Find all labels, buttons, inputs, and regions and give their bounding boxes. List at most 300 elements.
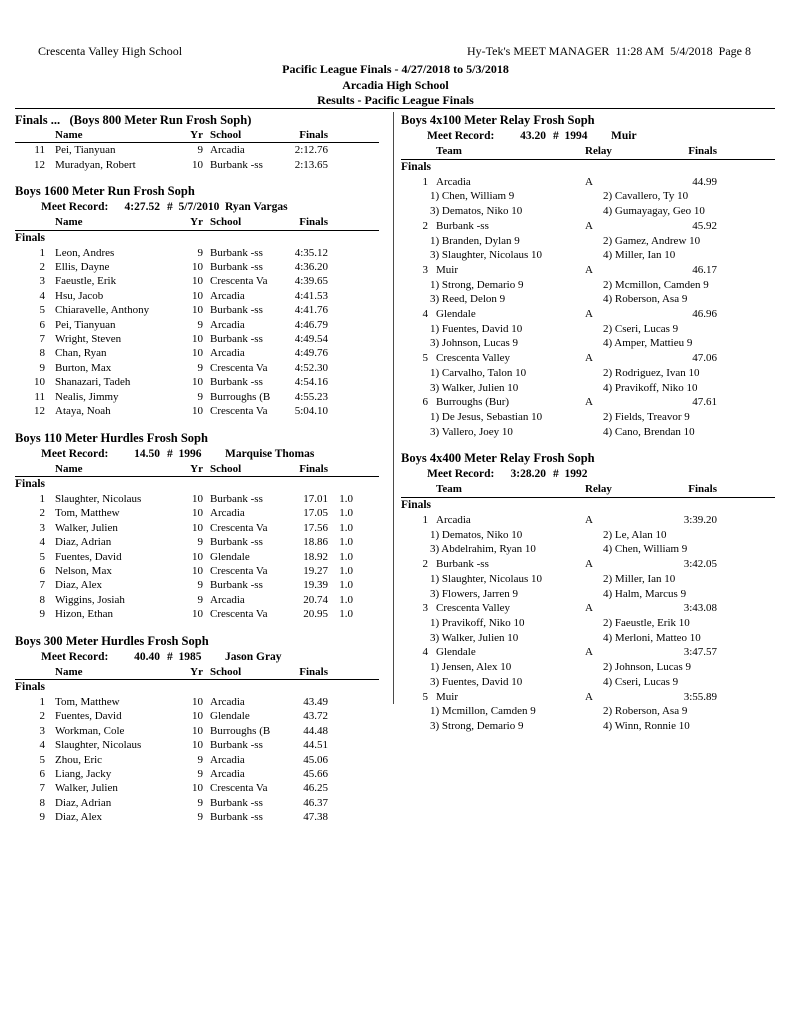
school: Arcadia: [210, 507, 245, 520]
header-name: Name: [55, 129, 83, 141]
meet-record-line: [401, 128, 775, 144]
athlete-name: Ataya, Noah: [55, 405, 111, 418]
wind: 1.0: [339, 593, 353, 606]
school: Arcadia: [210, 318, 245, 331]
result-row: [15, 332, 379, 346]
place: 10: [34, 376, 45, 389]
year: 9: [197, 796, 203, 809]
school: Arcadia: [210, 695, 245, 708]
leg-2: 2) Mcmillon, Camden 9: [603, 278, 709, 291]
year: 10: [192, 710, 203, 723]
athlete-name: Walker, Julien: [55, 782, 118, 795]
athlete-name: Tom, Matthew: [55, 507, 120, 520]
event-section: [401, 112, 775, 439]
meet-record-date: # 1996: [167, 447, 202, 460]
results-heading: Results - Pacific League Finals: [317, 93, 474, 107]
result-row: [15, 796, 379, 810]
place: 3: [39, 521, 45, 534]
leg-3: 3) Vallero, Joey 10: [430, 425, 513, 438]
header-team: Team: [436, 483, 462, 496]
wind: [328, 361, 353, 375]
relay-legs-row: [401, 234, 775, 249]
wind: [328, 404, 353, 418]
place: 1: [39, 246, 45, 259]
relay-team-row: [401, 645, 775, 660]
place: 12: [34, 158, 45, 171]
leg-1: 1) Branden, Dylan 9: [430, 234, 520, 247]
result-row: [15, 593, 379, 607]
athlete-name: Diaz, Adrian: [55, 536, 112, 549]
school: Arcadia: [210, 768, 245, 780]
header-name: Name: [55, 665, 83, 678]
result-row: [15, 695, 379, 709]
relay-team-row: [401, 351, 775, 366]
leg-4: 4) Merloni, Matteo 10: [603, 631, 701, 644]
finals-time: 44.99: [692, 175, 717, 188]
year: 9: [197, 246, 203, 259]
result-row: [15, 535, 379, 549]
finals-time: 20.74: [303, 593, 328, 606]
finals-time: 4:52.30: [294, 361, 328, 374]
header-spacer: [15, 128, 45, 142]
school: Burbank -ss: [210, 333, 263, 346]
header-name: Name: [55, 462, 83, 475]
result-row: [15, 158, 379, 172]
finals-time: 47.38: [303, 811, 328, 824]
relay-legs-row: [401, 336, 775, 351]
year: 9: [197, 579, 203, 592]
finals-heading: Finals: [15, 477, 46, 490]
finals-time: 43.49: [303, 695, 328, 708]
wind: 1.0: [339, 608, 353, 621]
finals-time: 18.86: [303, 536, 328, 549]
school: Arcadia: [210, 593, 245, 606]
meet-record-mark: 43.20: [520, 130, 546, 142]
place: 1: [39, 695, 45, 708]
year: 10: [192, 739, 203, 752]
finals-time: 3:47.57: [683, 646, 717, 659]
header-school: School: [210, 462, 242, 475]
school: Crescenta Va: [210, 405, 268, 418]
column-headers: [15, 215, 379, 230]
meet-record-date: # 1985: [167, 650, 202, 663]
header-school: School: [210, 129, 242, 141]
header-finals: Finals: [299, 129, 328, 141]
place: 11: [34, 390, 45, 403]
meet-record-holder: Ryan Vargas: [225, 201, 288, 214]
place: 4: [422, 308, 428, 321]
column-headers: [15, 128, 379, 143]
place: 9: [39, 608, 45, 621]
column-headers: [401, 482, 775, 498]
relay-letter: A: [585, 219, 593, 232]
column-headers: [15, 462, 379, 477]
finals-time: 3:39.20: [683, 514, 717, 527]
relay-legs-row: [401, 366, 775, 381]
relay-letter: A: [585, 646, 593, 659]
wind: 1.0: [339, 492, 353, 505]
meet-record-mark: 4:27.52: [124, 201, 160, 214]
leg-1: 1) Jensen, Alex 10: [430, 661, 512, 674]
finals-time: 44.51: [303, 739, 328, 752]
athlete-name: Slaughter, Nicolaus: [55, 739, 142, 752]
relay-legs-row: [401, 719, 775, 734]
relay-legs-row: [401, 528, 775, 543]
finals-time: 17.56: [303, 521, 328, 534]
wind: [328, 158, 353, 172]
result-row: [15, 246, 379, 260]
athlete-name: Liang, Jacky: [55, 768, 112, 780]
relay-letter: A: [585, 352, 593, 365]
athlete-name: Zhou, Eric: [55, 753, 103, 766]
year: 9: [197, 593, 203, 606]
software-stamp: Hy-Tek's MEET MANAGER 11:28 AM 5/4/2018 Page 8: [467, 44, 751, 58]
meet-title: Pacific League Finals - 4/27/2018 to 5/3/2018: [282, 62, 509, 76]
place: 8: [39, 347, 45, 360]
place: 1: [39, 492, 45, 505]
header-spacer: [15, 215, 45, 229]
leg-2: 2) Johnson, Lucas 9: [603, 661, 691, 674]
finals-time: 3:43.08: [683, 602, 717, 615]
finals-time: 45.06: [303, 753, 328, 766]
relay-letter: A: [585, 514, 593, 527]
place: 1: [422, 175, 428, 188]
wind: [328, 375, 353, 389]
wind: [328, 246, 353, 260]
relay-legs-row: [401, 189, 775, 204]
year: 10: [192, 376, 203, 389]
finals-time: 2:12.76: [294, 144, 328, 157]
header-yr: Yr: [190, 216, 203, 229]
relay-legs-row: [401, 631, 775, 646]
leg-3: 3) Flowers, Jarren 9: [430, 587, 518, 600]
header-finals: Finals: [688, 145, 717, 157]
title-block: [0, 62, 791, 109]
athlete-name: Pei, Tianyuan: [55, 144, 116, 157]
place: 2: [422, 219, 428, 232]
leg-4: 4) Cseri, Lucas 9: [603, 675, 679, 688]
year: 10: [192, 304, 203, 317]
relay-legs-row: [401, 292, 775, 307]
result-row: [15, 607, 379, 621]
year: 10: [192, 492, 203, 505]
finals-time: 46.17: [692, 263, 717, 276]
finals-time: 2:13.65: [294, 158, 328, 171]
relay-team-row: [401, 307, 775, 322]
school: Crescenta Va: [210, 361, 268, 374]
finals-heading: Finals: [401, 160, 432, 173]
relay-legs-row: [401, 675, 775, 690]
meet-record-line: [15, 199, 379, 215]
result-row: [15, 521, 379, 535]
athlete-name: Walker, Julien: [55, 521, 118, 534]
leg-2: 2) Cavallero, Ty 10: [603, 190, 689, 203]
leg-1: 1) Carvalho, Talon 10: [430, 366, 527, 379]
athlete-name: Pei, Tianyuan: [55, 318, 116, 331]
school: Crescenta Va: [210, 275, 268, 288]
event-title: Boys 1600 Meter Run Frosh Soph: [15, 184, 195, 199]
finals-heading: Finals: [15, 231, 46, 244]
leg-1: 1) De Jesus, Sebastian 10: [430, 410, 543, 423]
place: 3: [39, 275, 45, 288]
year: 10: [192, 158, 203, 171]
school: Burbank -ss: [210, 376, 263, 389]
place: 6: [39, 318, 45, 331]
finals-time: 47.61: [692, 396, 717, 409]
relay-team-row: [401, 690, 775, 705]
relay-team-row: [401, 219, 775, 234]
year: 10: [192, 724, 203, 737]
relay-legs-row: [401, 278, 775, 293]
leg-3: 3) Fuentes, David 10: [430, 675, 523, 688]
athlete-name: Leon, Andres: [55, 246, 115, 259]
wind: 1.0: [339, 507, 353, 520]
leg-1: 1) Fuentes, David 10: [430, 322, 523, 335]
leg-4: 4) Miller, Ian 10: [603, 249, 676, 262]
event-title: Boys 4x100 Meter Relay Frosh Soph: [401, 113, 595, 127]
place: 6: [39, 564, 45, 577]
event-section: [15, 430, 379, 622]
result-row: [15, 724, 379, 738]
result-row: [15, 738, 379, 752]
result-row: [15, 274, 379, 288]
school: Burbank -ss: [210, 261, 263, 274]
relay-team-row: [401, 513, 775, 528]
wind: 1.0: [339, 579, 353, 592]
wind: [328, 303, 353, 317]
athlete-name: Shanazari, Tadeh: [55, 376, 131, 389]
school: Glendale: [210, 710, 250, 723]
school: Crescenta Va: [210, 521, 268, 534]
relay-team-row: [401, 263, 775, 278]
result-row: [15, 375, 379, 389]
finals-time: 46.96: [692, 308, 717, 321]
school: Burbank -ss: [210, 304, 263, 317]
relay-legs-row: [401, 660, 775, 675]
year: 9: [197, 768, 203, 780]
event-title: Boys 300 Meter Hurdles Frosh Soph: [15, 633, 209, 648]
leg-3: 3) Reed, Delon 9: [430, 293, 506, 306]
year: 10: [192, 333, 203, 346]
meet-record-line: [15, 446, 379, 462]
wind: [328, 289, 353, 303]
finals-time: 4:49.54: [294, 333, 328, 346]
result-row: [15, 810, 379, 824]
relay-letter: A: [585, 308, 593, 321]
year: 9: [197, 361, 203, 374]
header-wind: [328, 128, 353, 142]
header-team: Team: [436, 145, 462, 157]
place: 1: [422, 514, 428, 527]
wind: [328, 796, 353, 810]
year: 9: [197, 753, 203, 766]
team-name: Crescenta Valley: [436, 352, 511, 365]
leg-1: 1) Slaughter, Nicolaus 10: [430, 572, 542, 585]
year: 10: [192, 347, 203, 360]
event-section: [15, 183, 379, 418]
athlete-name: Tom, Matthew: [55, 695, 120, 708]
finals-time: 4:41.76: [294, 304, 328, 317]
meet-record-mark: 14.50: [134, 447, 160, 460]
result-row: [15, 753, 379, 767]
host-facility: Crescenta Valley High School: [38, 44, 183, 58]
page-header: [38, 44, 751, 58]
year: 9: [197, 144, 203, 157]
place: 7: [39, 333, 45, 346]
place: 4: [39, 289, 45, 302]
header-school: School: [210, 665, 242, 678]
header-name: Name: [55, 216, 83, 229]
athlete-name: Diaz, Adrian: [55, 796, 112, 809]
athlete-name: Fuentes, David: [55, 710, 122, 723]
team-name: Muir: [436, 690, 458, 703]
team-name: Glendale: [436, 646, 476, 659]
place: 3: [39, 724, 45, 737]
place: 3: [422, 602, 428, 615]
wind: [328, 318, 353, 332]
school: Crescenta Va: [210, 564, 268, 577]
finals-time: 19.27: [303, 564, 328, 577]
finals-time: 4:46.79: [294, 318, 328, 331]
school: Burbank -ss: [210, 579, 263, 592]
header-rule: [15, 108, 775, 109]
meet-record-label: Meet Record:: [41, 201, 109, 214]
team-name: Muir: [436, 263, 458, 276]
leg-1: 1) Pravikoff, Niko 10: [430, 616, 525, 629]
leg-2: 2) Gamez, Andrew 10: [603, 234, 701, 247]
header-relay: Relay: [585, 483, 612, 496]
year: 10: [192, 782, 203, 795]
finals-time: 47.06: [692, 352, 717, 365]
school: Burroughs (B: [210, 390, 271, 403]
meet-record-mark: 40.40: [134, 650, 160, 663]
leg-3: 3) Dematos, Niko 10: [430, 205, 523, 218]
result-row: [15, 578, 379, 592]
school: Burbank -ss: [210, 492, 263, 505]
relay-legs-row: [401, 425, 775, 440]
school: Burbank -ss: [210, 158, 263, 171]
wind: 1.0: [339, 550, 353, 563]
result-row: [15, 767, 379, 781]
relay-letter: A: [585, 558, 593, 571]
wind: [328, 143, 353, 157]
leg-2: 2) Miller, Ian 10: [603, 572, 676, 585]
team-name: Glendale: [436, 308, 476, 321]
event-title: Boys 110 Meter Hurdles Frosh Soph: [15, 430, 208, 445]
relay-letter: A: [585, 263, 593, 276]
place: 6: [39, 768, 45, 780]
result-row: [15, 390, 379, 404]
wind: [328, 390, 353, 404]
column-divider: [393, 112, 394, 704]
leg-1: 1) Dematos, Niko 10: [430, 528, 523, 541]
meet-record-holder: Jason Gray: [225, 650, 282, 663]
header-wind: [328, 462, 353, 476]
result-row: [15, 506, 379, 520]
finals-time: 20.95: [303, 608, 328, 621]
year: 10: [192, 275, 203, 288]
school: Arcadia: [210, 347, 245, 360]
header-spacer: [401, 144, 428, 159]
school: Glendale: [210, 550, 250, 563]
year: 9: [197, 390, 203, 403]
header-relay: Relay: [585, 145, 612, 157]
header-spacer: [15, 665, 45, 679]
year: 10: [192, 289, 203, 302]
place: 7: [39, 579, 45, 592]
finals-time: 45.66: [303, 768, 328, 780]
athlete-name: Chan, Ryan: [55, 347, 107, 360]
place: 9: [39, 811, 45, 824]
year: 10: [192, 261, 203, 274]
year: 10: [192, 405, 203, 418]
wind: [328, 709, 353, 723]
left-column: [15, 112, 379, 825]
finals-time: 4:49.76: [294, 347, 328, 360]
leg-4: 4) Chen, William 9: [603, 543, 688, 556]
finals-time: 19.39: [303, 579, 328, 592]
finals-time: 4:41.53: [294, 289, 328, 302]
finals-time: 45.92: [692, 219, 717, 232]
relay-team-row: [401, 557, 775, 572]
relay-legs-row: [401, 587, 775, 602]
relay-legs-row: [401, 322, 775, 337]
leg-3: 3) Johnson, Lucas 9: [430, 337, 518, 350]
athlete-name: Nealis, Jimmy: [55, 390, 119, 403]
meet-record-date: # 5/7/2010: [167, 201, 220, 214]
header-wind: [328, 665, 353, 679]
finals-heading: Finals: [401, 499, 432, 512]
finals-time: 46.37: [303, 796, 328, 809]
leg-4: 4) Roberson, Asa 9: [603, 293, 688, 306]
result-row: [15, 550, 379, 564]
finals-time: 3:55.89: [683, 690, 717, 703]
header-spacer: [401, 482, 428, 497]
result-row: [15, 346, 379, 360]
results-columns: [15, 112, 775, 825]
place: 4: [39, 536, 45, 549]
leg-2: 2) Rodriguez, Ivan 10: [603, 366, 700, 379]
leg-4: 4) Amper, Mattieu 9: [603, 337, 693, 350]
place: 5: [422, 352, 428, 365]
event-title: Finals ... (Boys 800 Meter Run Frosh Soph): [15, 113, 252, 127]
leg-3: 3) Walker, Julien 10: [430, 631, 519, 644]
relay-legs-row: [401, 704, 775, 719]
relay-legs-row: [401, 542, 775, 557]
finals-heading: Finals: [15, 680, 46, 693]
year: 9: [197, 318, 203, 331]
place: 5: [422, 690, 428, 703]
year: 10: [192, 695, 203, 708]
athlete-name: Fuentes, David: [55, 550, 122, 563]
relay-team-row: [401, 395, 775, 410]
place: 8: [39, 796, 45, 809]
column-headers: [401, 144, 775, 160]
header-yr: Yr: [190, 665, 203, 678]
meet-record-holder: Muir: [611, 130, 637, 142]
relay-legs-row: [401, 572, 775, 587]
leg-3: 3) Walker, Julien 10: [430, 381, 519, 394]
relay-legs-row: [401, 616, 775, 631]
relay-team-row: [401, 175, 775, 190]
place: 4: [39, 739, 45, 752]
place: 9: [39, 361, 45, 374]
leg-4: 4) Pravikoff, Niko 10: [603, 381, 698, 394]
place: 2: [39, 507, 45, 520]
finals-time: 4:35.12: [294, 246, 328, 259]
wind: [328, 781, 353, 795]
meet-record-line: [15, 649, 379, 665]
